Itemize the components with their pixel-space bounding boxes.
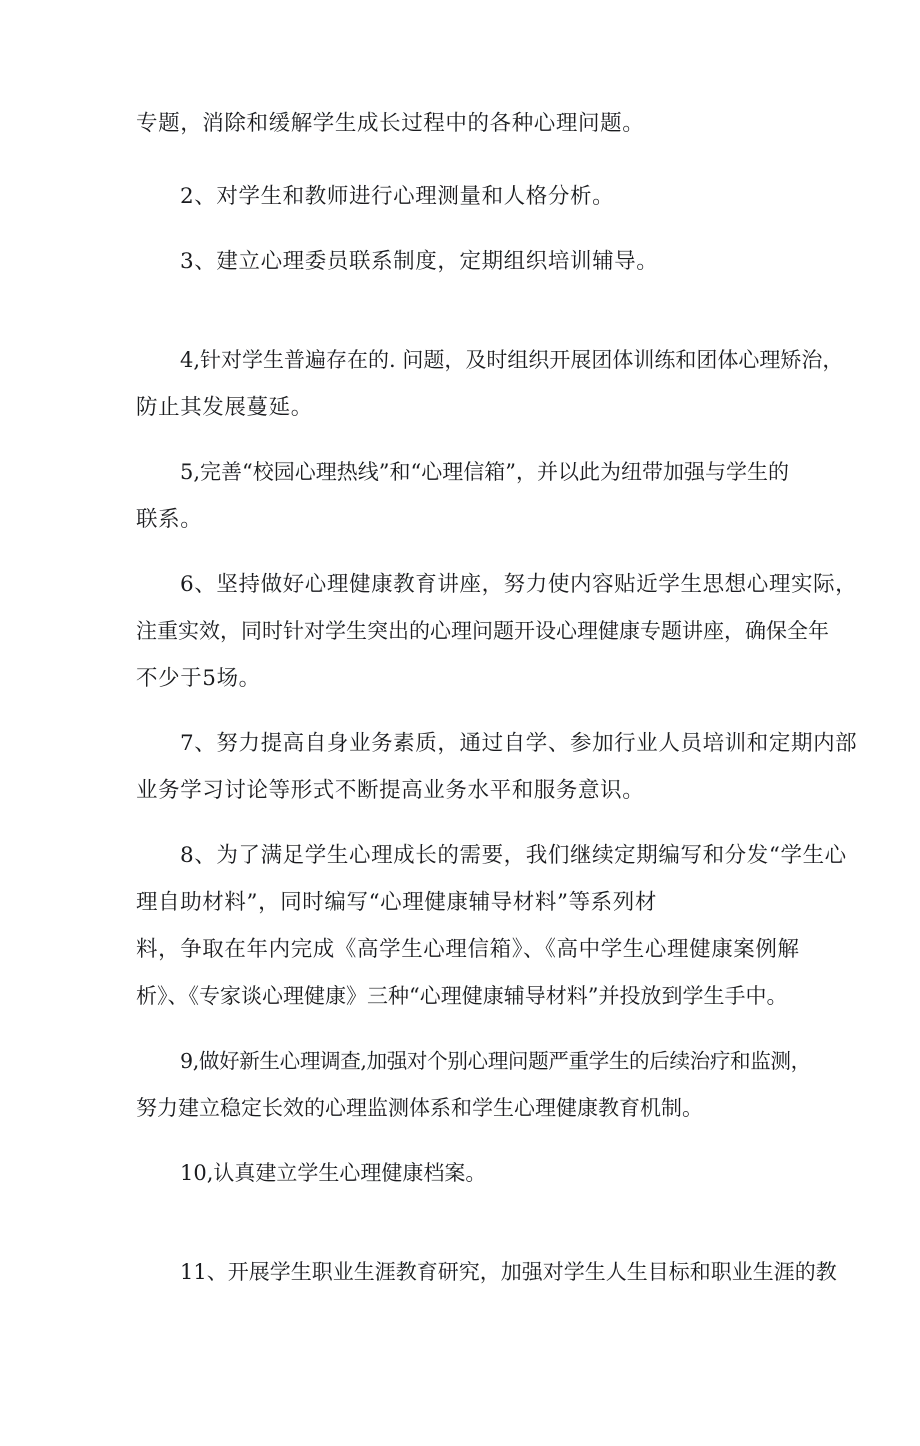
paragraph-item-10 [136, 1150, 802, 1197]
text-line: 努力建立稳定长效的心理监测体系和学生心理健康教育机制。 [136, 1096, 703, 1120]
text-line: 注重实效，同时针对学生突出的心理问题开设心理健康专题讲座，确保全年 [136, 619, 829, 643]
paragraph-gap [136, 702, 802, 720]
text-line: 5,完善“校园心理热线”和“心理信箱”，并以此为纽带加强与学生的 [180, 460, 789, 484]
text-line: 11、开展学生职业生涯教育研究，加强对学生人生目标和职业生涯的教 [180, 1260, 837, 1284]
text-line: 8、为了满足学生心理成长的需要，我们继续定期编写和分发“学生心 [180, 843, 847, 868]
text-line: 7、努力提高自身业务素质，通过自学、参加行业人员培训和定期内部 [180, 731, 858, 756]
text-line: 不少于5场。 [136, 666, 261, 691]
paragraph-gap [136, 220, 802, 238]
paragraph-gap [136, 147, 802, 173]
text-line: 3、建立心理委员联系制度，定期组织培训辅导。 [180, 249, 659, 274]
paragraph-item-7 [136, 720, 858, 814]
text-line: 理自助材料”，同时编写“心理健康辅导材料”等系列材 [136, 890, 657, 915]
paragraph-gap [136, 814, 802, 832]
text-line: 联系。 [136, 507, 203, 532]
text-line: 防止其发展蔓延。 [136, 395, 313, 420]
paragraph-gap [136, 1197, 802, 1249]
text-line: 业务学习讨论等形式不断提高业务水平和服务意识。 [136, 778, 645, 803]
paragraph-item-4 [136, 337, 844, 431]
text-line: 专题，消除和缓解学生成长过程中的各种心理问题。 [136, 111, 645, 136]
text-line: 10,认真建立学生心理健康档案。 [180, 1161, 487, 1185]
page-bottom-whitespace [136, 1296, 802, 1446]
paragraph-item-11 [136, 1249, 837, 1296]
text-line: 4,针对学生普遍存在的. 问题，及时组织开展团体训练和团体心理矫治， [180, 348, 844, 372]
paragraph-item-8 [136, 832, 847, 1020]
paragraph-gap [136, 1020, 802, 1038]
paragraph-gap [136, 1132, 802, 1150]
paragraph-item-9 [136, 1038, 811, 1132]
text-line: 析》、《专家谈心理健康》三种“心理健康辅导材料”并投放到学生手中。 [136, 984, 788, 1008]
paragraph-gap [136, 285, 802, 337]
paragraph-gap [136, 431, 802, 449]
paragraph-item-3 [136, 238, 802, 285]
text-line: 9,做好新生心理调查,加强对个别心理问题严重学生的后续治疗和监测， [180, 1049, 811, 1073]
paragraph-gap [136, 543, 802, 561]
paragraph-continuation [136, 100, 802, 147]
paragraph-item-5 [136, 449, 802, 543]
document-text-body [136, 100, 858, 1446]
text-line: 2、对学生和教师进行心理测量和人格分析。 [180, 184, 615, 209]
paragraph-item-6 [136, 561, 858, 702]
text-line: 料，争取在年内完成《高学生心理信箱》、《高中学生心理健康案例解 [136, 937, 800, 962]
text-line: 6、坚持做好心理健康教育讲座，努力使内容贴近学生思想心理实际， [180, 572, 858, 597]
paragraph-item-2 [136, 173, 802, 220]
